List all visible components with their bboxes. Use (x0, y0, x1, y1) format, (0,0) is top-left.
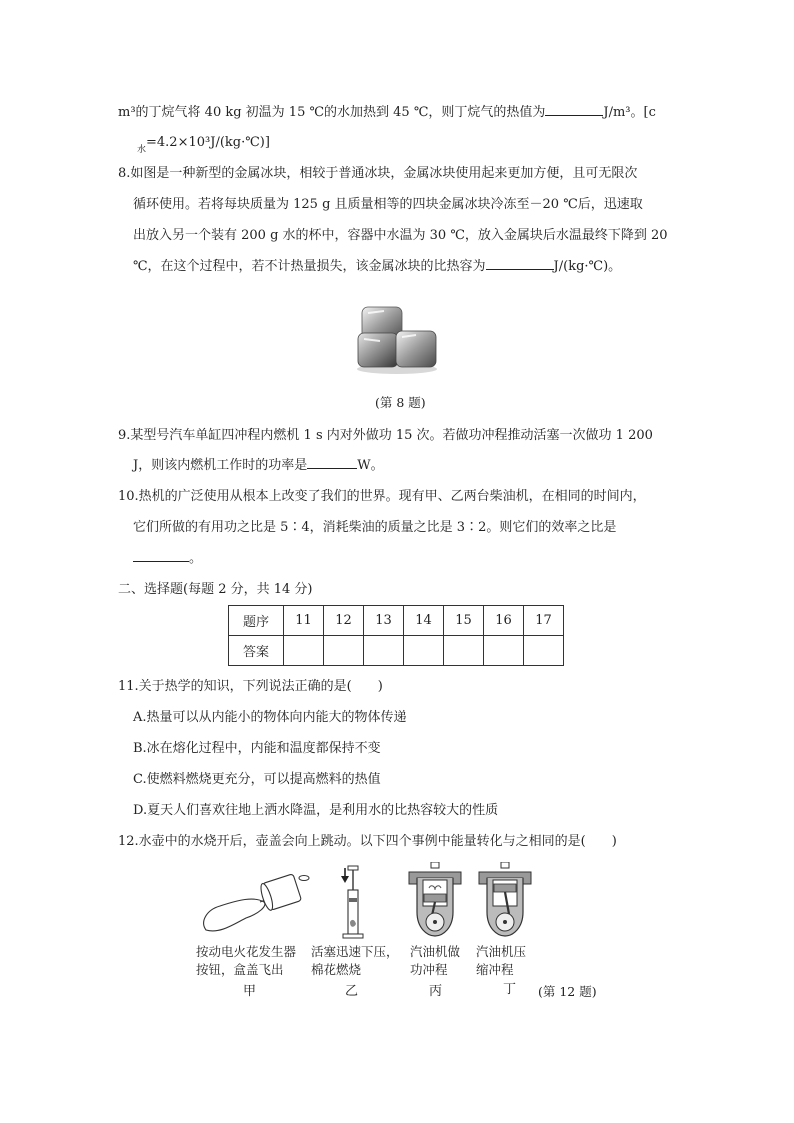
q8-line-2: 循环使用。若将每块质量为 125 g 且质量相等的四块金属冰块冷冻至－20 ℃后，迅速取 (133, 197, 643, 212)
engine-compression-stroke-image (477, 862, 533, 942)
question-number: 16 (484, 606, 524, 636)
question-number: 14 (404, 606, 444, 636)
q10-line-2: 它们所做的有用功之比是 5∶4，消耗柴油的质量之比是 3∶2。则它们的效率之比是 (133, 520, 617, 535)
answer-cell[interactable] (284, 636, 324, 666)
q8-figure-caption: (第 8 题) (375, 395, 426, 410)
question-number: 15 (444, 606, 484, 636)
q9-answer-blank[interactable] (307, 456, 357, 469)
q11-stem: 11.关于热学的知识，下列说法正确的是( ) (118, 679, 383, 694)
engine-power-stroke-image (407, 862, 463, 942)
q12-figure-caption: (第 12 题) (538, 984, 597, 999)
question-number: 13 (364, 606, 404, 636)
figure-ding-label: 汽油机压 缩冲程 (476, 944, 527, 977)
q7-answer-blank[interactable] (545, 103, 603, 116)
q11-option-c[interactable]: C.使燃料燃烧更充分，可以提高燃料的热值 (133, 772, 381, 787)
metal-ice-cubes-image (354, 303, 440, 375)
figure-yi-label: 活塞迅速下压， 棉花燃烧 (311, 944, 399, 977)
q8-line-1: 8.如图是一种新型的金属冰块，相较于普通冰块，金属冰块使用起来更加方便，且可无限次 (118, 166, 638, 181)
question-number: 11 (284, 606, 324, 636)
figure-jia-label: 按动电火花发生器 按钮，盒盖飞出 (196, 944, 297, 977)
q10-line-1: 10.热机的广泛使用从根本上改变了我们的世界。现有甲、乙两台柴油机，在相同的时间内， (118, 489, 646, 504)
question-number: 12 (324, 606, 364, 636)
answer-table-header-row (229, 606, 564, 636)
figure-bing-label: 汽油机做 功冲程 (410, 944, 461, 977)
q11-option-b[interactable]: B.冰在熔化过程中，内能和温度都保持不变 (133, 741, 381, 756)
q10-answer-blank[interactable] (133, 549, 189, 562)
spark-generator-image (198, 872, 310, 942)
answer-cell[interactable] (404, 636, 444, 666)
figure-yi-name: 乙 (345, 984, 359, 999)
figure-ding-name: 丁 (503, 982, 517, 997)
q8-line-3: 出放入另一个装有 200 g 水的杯中，容器中水温为 30 ℃，放入金属块后水温最终下降到 20 (133, 228, 668, 243)
q7-line-2: $_水$=4.2×10³J/(kg·℃)] (137, 135, 270, 155)
q9-line-2: J，则该内燃机工作时的功率是 W。 (133, 458, 384, 473)
q7-line-1: m³的丁烷气将 40 kg 初温为 15 ℃的水加热到 45 ℃，则丁烷气的热值为 J/m³。[c (118, 105, 656, 120)
q11-option-d[interactable]: D.夏天人们喜欢往地上洒水降温，是利用水的比热容较大的性质 (133, 803, 499, 818)
question-number: 17 (524, 606, 564, 636)
answer-table (228, 605, 564, 666)
q11-option-a[interactable]: A.热量可以从内能小的物体向内能大的物体传递 (133, 710, 407, 725)
answer-cell[interactable] (524, 636, 564, 666)
q9-line-1: 9.某型号汽车单缸四冲程内燃机 1 s 内对外做功 15 次。若做功冲程推动活塞一次做功 1 200 (118, 428, 653, 443)
q8-line-4: ℃，在这个过程中，若不计热量损失，该金属冰块的比热容为 J/(kg·℃)。 (133, 259, 622, 274)
figure-bing-name: 丙 (429, 984, 443, 999)
q10-line-3: 。 (133, 549, 202, 569)
answer-cell[interactable] (324, 636, 364, 666)
q8-answer-blank[interactable] (486, 257, 554, 270)
answer-cell[interactable] (364, 636, 404, 666)
q12-stem: 12.水壶中的水烧开后，壶盖会向上跳动。以下四个事例中能量转化与之相同的是( ) (118, 834, 617, 849)
answer-row-label: 答案 (229, 636, 284, 666)
answer-table-label: 题序 (229, 606, 284, 636)
answer-cell[interactable] (484, 636, 524, 666)
section-2-title: 二、选择题(每题 2 分，共 14 分) (118, 582, 313, 597)
piston-compression-image (338, 864, 368, 944)
answer-table-answer-row (229, 636, 564, 666)
figure-jia-name: 甲 (243, 984, 257, 999)
answer-cell[interactable] (444, 636, 484, 666)
